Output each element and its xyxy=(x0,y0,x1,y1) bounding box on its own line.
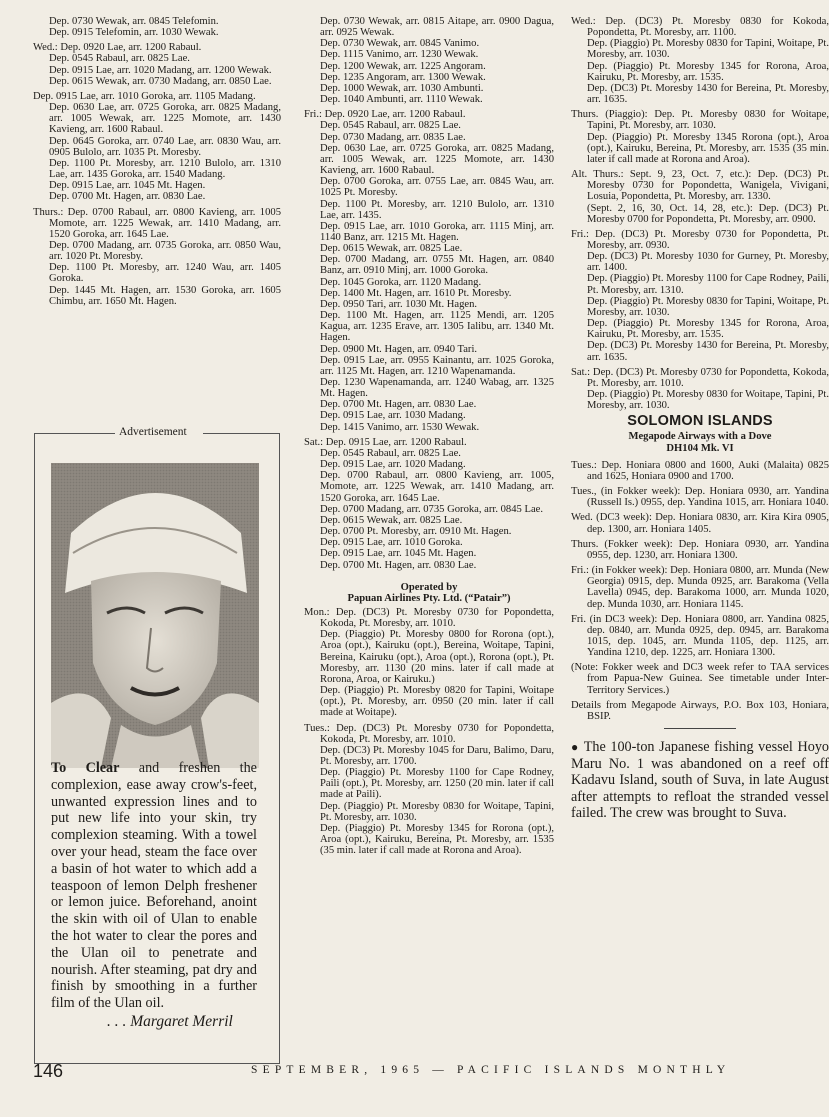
timetable-column-3-entries xyxy=(571,16,829,411)
timetable-entry: Tues.: Dep. (DC3) Pt. Moresby 0730 for Popondetta, Kokoda, Pt. Moresby, arr. 1010. xyxy=(304,722,554,745)
timetable-entry: Dep. 1040 Ambunti, arr. 1110 Wewak. xyxy=(320,94,483,106)
timetable-entry: Dep. 1115 Vanimo, arr. 1230 Wewak. xyxy=(320,49,479,61)
timetable-entry: Wed. (DC3 week): Dep. Honiara 0830, arr. Kira Kira 0905, dep. 1300, arr. Honiara 1405. xyxy=(571,512,829,535)
timetable-entry: Dep. 0615 Wewak, arr. 0825 Lae. xyxy=(320,514,463,526)
advertisement-box xyxy=(34,426,280,1064)
timetable-entry: Dep. 0915 Lae, arr. 1045 Mt. Hagen. xyxy=(49,180,206,192)
timetable-entry: Sat.: Dep. 0915 Lae, arr. 1200 Rabaul. xyxy=(304,436,467,448)
timetable-entry: Dep. 0700 Madang, arr. 0735 Goroka, arr. 0850 Wau, arr. 1020 Pt. Moresby. xyxy=(49,239,281,263)
ad-lead-words: To Clear xyxy=(51,760,120,776)
timetable-entry: Dep. (Piaggio) Pt. Moresby 0830 for Tapini, Woitape, Pt. Moresby, arr. 1030. xyxy=(587,295,829,318)
timetable-entry: Dep. (Piaggio) Pt. Moresby 1345 for Rorona (opt.), Aroa (opt.), Kairuku, Bereina, Pt. Moresby, arr. 1535 (35 min. later if call made at Rorona and Aroa). xyxy=(320,822,554,857)
timetable-entry: Dep. 1445 Mt. Hagen, arr. 1530 Goroka, arr. 1605 Chimbu, arr. 1650 Mt. Hagen. xyxy=(49,284,281,307)
timetable-entry: Dep. 1230 Wapenamanda, arr. 1240 Wabag, arr. 1325 Mt. Hagen. xyxy=(320,377,554,400)
papuan-airlines-heading: Papuan Airlines Pty. Ltd. (“Patair”) xyxy=(347,592,511,604)
timetable-entry: Dep. 0700 Mt. Hagen, arr. 0830 Lae. xyxy=(320,559,477,571)
timetable-entry: Fri.: Dep. (DC3) Pt. Moresby 0730 for Popondetta, Pt. Moresby, arr. 0930. xyxy=(571,228,829,251)
page-footer xyxy=(33,1061,803,1085)
papuan-airlines-entries xyxy=(304,607,554,856)
solomon-islands-heading: SOLOMON ISLANDS xyxy=(627,413,773,430)
ad-top-rule-left xyxy=(35,433,115,434)
timetable-entry: Dep. 1235 Angoram, arr. 1300 Wewak. xyxy=(320,71,486,83)
timetable-entry: Dep. 1200 Wewak, arr. 1225 Angoram. xyxy=(320,60,486,72)
timetable-entry: Wed.: Dep. (DC3) Pt. Moresby 0830 for Kokoda, Popondetta, Pt. Moresby, arr. 1100. xyxy=(571,16,829,39)
page-number: 146 xyxy=(33,1061,64,1081)
solomon-islands-entries xyxy=(571,460,829,722)
timetable-entry: Dep. 0915 Lae, arr. 1020 Madang, arr. 1200 Wewak. xyxy=(49,64,272,76)
timetable-entry: Dep. 0915 Telefomin, arr. 1030 Wewak. xyxy=(49,27,219,39)
timetable-entry: Dep. 0950 Tari, arr. 1030 Mt. Hagen. xyxy=(320,298,478,310)
timetable-entry: Dep. 0700 Pt. Moresby, arr. 0910 Mt. Hagen. xyxy=(320,526,512,538)
timetable-entry: Dep. 1100 Mt. Hagen, arr. 1125 Mendi, arr. 1205 Kagua, arr. 1235 Erave, arr. 1305 Ialibu, arr. 1340 Mt. Hagen. xyxy=(320,310,554,344)
timetable-entry: Dep. (Piaggio) Pt. Moresby 1100 for Cape Rodney, Paili (opt.), Pt. Moresby, arr. 1250 (20 min. later if call made at Paili). xyxy=(320,767,554,801)
timetable-entry: Dep. 0645 Goroka, arr. 0740 Lae, arr. 0830 Wau, arr. 0905 Bulolo, arr. 1035 Pt. Moresby. xyxy=(49,135,281,158)
running-footer: SEPTEMBER, 1965 — PACIFIC ISLANDS MONTHLY xyxy=(251,1064,731,1076)
timetable-entry: Dep. 1100 Pt. Moresby, arr. 1210 Bulolo, arr. 1310 Lae, arr. 1435 Goroka, arr. 1540 Madang. xyxy=(49,157,281,181)
timetable-column-2-entries xyxy=(304,16,554,571)
timetable-entry: Dep. (Piaggio) Pt. Moresby 0820 for Tapini, Woitape (opt.), Pt. Moresby, arr. 0950 (20 min. later if call made at Woitape). xyxy=(320,685,554,719)
timetable-entry: (Note: Fokker week and DC3 week refer to TAA services from Papua-New Guinea. See timetable under Inter-Territory Services.) xyxy=(571,662,829,696)
aircraft-subheading: DH104 Mk. VI xyxy=(666,442,734,454)
timetable-entry: Dep. 0700 Madang, arr. 0755 Mt. Hagen, arr. 0840 Banz, arr. 0910 Minj, arr. 1000 Goroka. xyxy=(320,254,554,277)
megapode-airways-subheading: Megapode Airways with a Dove xyxy=(628,431,772,443)
timetable-entry: Dep. 0700 Goroka, arr. 0755 Lae, arr. 0845 Wau, arr. 1025 Pt. Moresby. xyxy=(320,176,554,199)
timetable-entry: Dep. (Piaggio) Pt. Moresby 1345 for Rorona, Aroa, Kairuku, Pt. Moresby, arr. 1535. xyxy=(587,60,829,83)
timetable-entry: (Sept. 2, 16, 30, Oct. 14, 28, etc.): Dep. (DC3) Pt. Moresby 0700 for Popondetta, Pt. Moresby, arr. 0900. xyxy=(587,202,829,225)
timetable-entry: Dep. 0615 Wewak, arr. 0730 Madang, arr. 0850 Lae. xyxy=(49,75,272,87)
timetable-entry: Mon.: Dep. (DC3) Pt. Moresby 0730 for Popondetta, Kokoda, Pt. Moresby, arr. 1010. xyxy=(304,606,554,630)
timetable-entry: Fri.: Dep. 0920 Lae, arr. 1200 Rabaul. xyxy=(304,109,466,121)
news-item xyxy=(571,739,829,822)
timetable-entry: Dep. (DC3) Pt. Moresby 1430 for Bereina, Pt. Moresby, arr. 1635. xyxy=(587,82,829,106)
advertisement-body xyxy=(51,760,257,1012)
timetable-entry: Tues.: Dep. Honiara 0800 and 1600, Auki (Malaita) 0825 and 1625, Honiara 0900 and 1700. xyxy=(571,459,829,482)
timetable-entry: Dep. 1100 Pt. Moresby, arr. 1240 Wau, arr. 1405 Goroka. xyxy=(49,262,281,285)
timetable-entry: Dep. (DC3) Pt. Moresby 1430 for Bereina, Pt. Moresby, arr. 1635. xyxy=(587,340,829,363)
timetable-column-2 xyxy=(304,16,554,856)
ad-top-rule-right xyxy=(203,433,279,434)
operated-by-label: Operated by xyxy=(400,581,458,593)
woman-portrait-photo xyxy=(51,463,259,768)
timetable-entry: Thurs. (Piaggio): Dep. Pt. Moresby 0830 for Woitape, Tapini, Pt. Moresby, arr. 1030. xyxy=(571,109,829,132)
timetable-entry: Dep. 1000 Wewak, arr. 1030 Ambunti. xyxy=(320,82,484,94)
timetable-entry: Dep. (DC3) Pt. Moresby 1045 for Daru, Balimo, Daru, Pt. Moresby, arr. 1700. xyxy=(320,744,554,767)
timetable-entry: Dep. 0915 Lae, arr. 1010 Goroka, arr. 1105 Madang. xyxy=(33,90,256,102)
timetable-entry: Dep. 0730 Wewak, arr. 0815 Aitape, arr. 0900 Dagua, arr. 0925 Wewak. xyxy=(320,16,554,39)
timetable-entry: Dep. 0545 Rabaul, arr. 0825 Lae. xyxy=(320,447,461,459)
timetable-entry: Dep. 1045 Goroka, arr. 1120 Madang. xyxy=(320,276,482,288)
bullet-icon: ● xyxy=(571,740,580,755)
section-divider xyxy=(664,728,736,729)
timetable-entry: Dep. 0615 Wewak, arr. 0825 Lae. xyxy=(320,243,463,255)
timetable-entry: Dep. 0700 Mt. Hagen, arr. 0830 Lae. xyxy=(320,399,477,411)
timetable-entry: Dep. 1100 Pt. Moresby, arr. 1210 Bulolo, arr. 1310 Lae, arr. 1435. xyxy=(320,198,554,221)
timetable-entry: Dep. 0700 Madang, arr. 0735 Goroka, arr. 0845 Lae. xyxy=(320,503,543,515)
timetable-entry: Dep. (Piaggio) Pt. Moresby 1100 for Cape Rodney, Paili, Pt. Moresby, arr. 1310. xyxy=(587,273,829,296)
ad-signature: . . . Margaret Merril xyxy=(107,1013,233,1030)
timetable-entry: Dep. 0915 Lae, arr. 0955 Kainantu, arr. 1025 Goroka, arr. 1125 Mt. Hagen, arr. 1210 Wapenamanda. xyxy=(320,354,554,377)
timetable-entry: Dep. (Piaggio) Pt. Moresby 0830 for Woitape, Tapini, Pt. Moresby, arr. 1030. xyxy=(587,389,829,412)
timetable-entry: Dep. (Piaggio) Pt. Moresby 0830 for Tapini, Woitape, Pt. Moresby, arr. 1030. xyxy=(587,38,829,61)
timetable-entry: Dep. (Piaggio) Pt. Moresby 1345 for Rorona, Aroa, Kairuku, Pt. Moresby, arr. 1535. xyxy=(587,318,829,341)
timetable-entry: Sat.: Dep. (DC3) Pt. Moresby 0730 for Popondetta, Kokoda, Pt. Moresby, arr. 1010. xyxy=(571,366,829,389)
timetable-entry: Dep. 1400 Mt. Hagen, arr. 1610 Pt. Moresby. xyxy=(320,287,512,299)
timetable-entry: Fri. (in DC3 week): Dep. Honiara 0800, arr. Yandina 0825, dep. 0840, arr. Munda 0925, dep. 0945, arr. Barakoma 1015, dep. 1045, arr. Munda 1105, dep. 1125, arr. Yandina 1210, dep. 1225, arr. Honiara 1300. xyxy=(571,613,829,659)
timetable-entry: Fri.: (in Fokker week): Dep. Honiara 0800, arr. Munda (New Georgia) 0915, dep. Munda 0925, arr. Barakoma (Vella Lavella) 0945, dep. Barakoma 1000, arr. Munda 1020, dep. Munda 1030, arr. Honiara 1145. xyxy=(571,565,829,610)
timetable-entry: Alt. Thurs.: Sept. 9, 23, Oct. 7, etc.): Dep. (DC3) Pt. Moresby 0730 for Popondetta, Wanigela, Vivigani, Losuia, Popondetta, Pt. Moresby, arr. 1330. xyxy=(571,169,829,203)
timetable-entry: Dep. (Piaggio) Pt. Moresby 0800 for Rorona (opt.), Aroa (opt.), Kairuku (opt.), Bereina, Woitape, Tapini, Bereina, Kairuku (opt.), Aroa (opt.), Rorona (opt.), Pt. Moresby, arr. 1130 (20 mins. later if call made at Rorona, Aroa, or Kairuku.) xyxy=(320,629,554,685)
timetable-column-1 xyxy=(33,16,281,307)
timetable-entry: Details from Megapode Airways, P.O. Box 103, Honiara, BSIP. xyxy=(571,699,829,722)
timetable-entry: Dep. 0915 Lae, arr. 1010 Goroka. xyxy=(320,537,463,549)
timetable-entry: Dep. 0915 Lae, arr. 1045 Mt. Hagen. xyxy=(320,548,477,560)
timetable-entry: Thurs.: Dep. 0700 Rabaul, arr. 0800 Kavieng, arr. 1005 Momote, arr. 1225 Wewak, arr. 1410 Madang, arr. 1520 Goroka, arr. 1645 Lae. xyxy=(33,206,281,240)
timetable-entry: Thurs. (Fokker week): Dep. Honiara 0930, arr. Yandina 0955, dep. 1230, arr. Honiara 1300. xyxy=(571,538,829,561)
timetable-entry: Dep. 0630 Lae, arr. 0725 Goroka, arr. 0825 Madang, arr. 1005 Wewak, arr. 1225 Momote, arr. 1430 Kavieng, arr. 1600 Rabaul. xyxy=(320,142,554,177)
timetable-entry: Dep. (DC3) Pt. Moresby 1030 for Gurney, Pt. Moresby, arr. 1400. xyxy=(587,251,829,274)
news-item-text: The 100-ton Japanese fishing vessel Hoyo Maru No. 1 was abandoned on a reef off Kadavu Island, south of Suva, in late August after attempts to refloat the stranded vessel failed. The crew was brought to Suva. xyxy=(571,739,829,822)
timetable-entry: Dep. 0730 Wewak, arr. 0845 Vanimo. xyxy=(320,38,480,50)
timetable-entry: Dep. 0915 Lae, arr. 1020 Madang. xyxy=(320,459,466,471)
timetable-entry: Dep. 0915 Lae, arr. 1010 Goroka, arr. 1115 Minj, arr. 1140 Banz, arr. 1215 Mt. Hagen. xyxy=(320,220,554,243)
timetable-entry: Dep. (Piaggio) Pt. Moresby 0830 for Woitape, Tapini, Pt. Moresby, arr. 1030. xyxy=(320,800,554,823)
advertisement-label: Advertisement xyxy=(119,426,187,438)
timetable-entry: Dep. 0915 Lae, arr. 1030 Madang. xyxy=(320,410,466,422)
timetable-entry: Dep. 0730 Wewak, arr. 0845 Telefomin. xyxy=(49,16,219,27)
timetable-entry: Dep. 0630 Lae, arr. 0725 Goroka, arr. 0825 Madang, arr. 1005 Wewak, arr. 1225 Momote, arr. 1430 Kavieng, arr. 1600 Rabaul. xyxy=(49,102,281,136)
timetable-entry: Dep. 0900 Mt. Hagen, arr. 0940 Tari. xyxy=(320,343,478,355)
timetable-entry: Dep. 0545 Rabaul, arr. 0825 Lae. xyxy=(49,53,190,65)
timetable-entry: Tues., (in Fokker week): Dep. Honiara 0930, arr. Yandina (Russell Is.) 0955, dep. Yandina 1015, arr. Honiara 1040. xyxy=(571,486,829,509)
timetable-entry: Wed.: Dep. 0920 Lae, arr. 1200 Rabaul. xyxy=(33,42,202,54)
timetable-entry: Dep. 0700 Rabaul, arr. 0800 Kavieng, arr. 1005, Momote, arr. 1225 Wewak, arr. 1410 Madang, arr. 1520 Goroka, arr. 1645 Lae. xyxy=(320,470,554,504)
timetable-column-3 xyxy=(571,16,829,822)
timetable-entry: Dep. 0730 Madang, arr. 0835 Lae. xyxy=(320,131,466,143)
timetable-entry: Dep. 0700 Mt. Hagen, arr. 0830 Lae. xyxy=(49,191,206,203)
timetable-entry: Dep. 1415 Vanimo, arr. 1530 Wewak. xyxy=(320,421,480,433)
ad-body-text: and freshen the complexion, ease away crow's-feet, unwanted expression lines and to put new life into your skin, try complexion steaming. With a towel over your head, steam the face over a basin of hot water to which add a teaspoon of lemon Delph freshener or lemon juice. Beforehand, anoint the skin with oil of Ulan to enable the hot water to clear the pores and the Ulan oil to penetrate and nourish. After steaming, pat dry and finish by smoothing in a further film of the Ulan oil. xyxy=(51,760,257,1012)
timetable-entry: Dep. (Piaggio) Pt. Moresby 1345 Rorona (opt.), Aroa (opt.), Kairuku, Bereina, Pt. Moresby, arr. 1535 (35 min. later if call made at Rorona and Aroa). xyxy=(587,131,829,165)
timetable-entry: Dep. 0545 Rabaul, arr. 0825 Lae. xyxy=(320,120,461,132)
